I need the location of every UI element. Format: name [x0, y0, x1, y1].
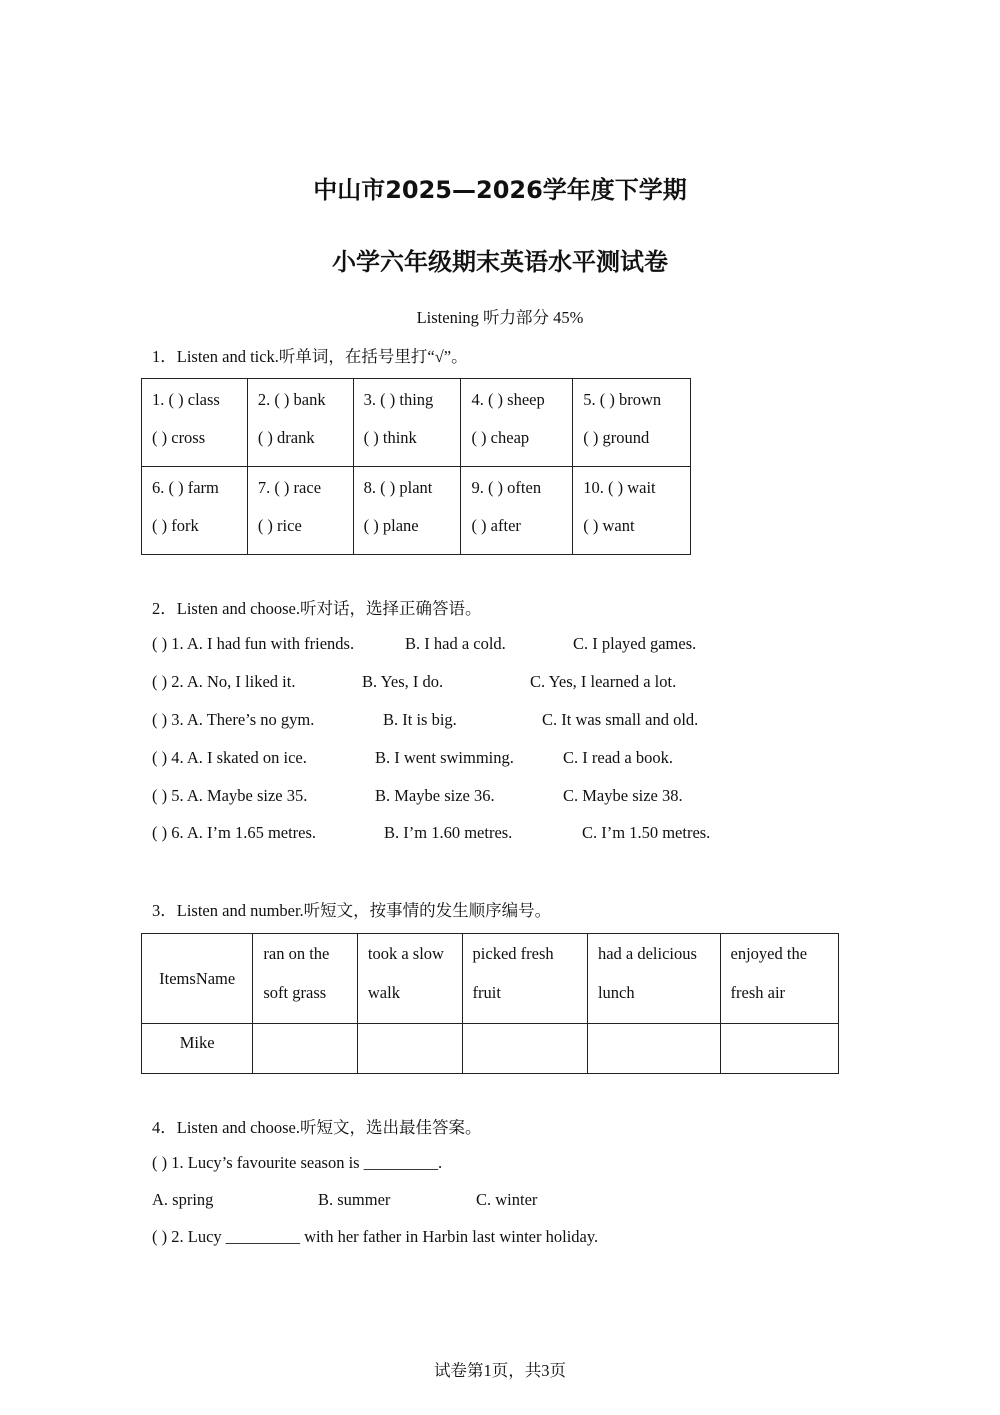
- section1-heading: 1．Listen and tick.听单词，在括号里打“√”。: [152, 347, 468, 366]
- name-cell: [142, 1024, 253, 1074]
- table-row: [142, 934, 839, 1024]
- option-b: B. Maybe size 36.: [375, 786, 495, 805]
- word-option: 9. ( ) often: [471, 478, 542, 497]
- word-option: ( ) cross: [152, 428, 206, 447]
- event-label: lunch: [597, 983, 635, 1002]
- answer-cell[interactable]: [587, 1024, 720, 1074]
- word-option: 4. ( ) sheep: [471, 390, 545, 409]
- word-pair-cell: [573, 467, 691, 555]
- section3-heading: 3．Listen and number.听短文，按事情的发生顺序编号。: [152, 901, 552, 920]
- option-a: A. spring: [152, 1190, 214, 1209]
- header-cell: [720, 934, 838, 1024]
- header-cell: [462, 934, 587, 1024]
- event-label: ran on the: [263, 944, 330, 963]
- header-cell: [253, 934, 358, 1024]
- event-label: enjoyed the: [730, 944, 808, 963]
- event-label: fresh air: [730, 983, 786, 1002]
- option-c: C. Maybe size 38.: [563, 786, 683, 805]
- question-text: ( ) 6. A. I’m 1.65 metres.: [152, 823, 317, 842]
- section3-table: [141, 933, 839, 1074]
- event-label: took a slow: [367, 944, 444, 963]
- option-c: C. I read a book.: [563, 748, 673, 767]
- word-pair-cell: [353, 379, 461, 467]
- question-text: ( ) 5. A. Maybe size 35.: [152, 786, 308, 805]
- question-text: ( ) 1. Lucy’s favourite season is _________.: [152, 1153, 443, 1172]
- word-pair-cell: [142, 379, 248, 467]
- option-b: B. It is big.: [383, 710, 457, 729]
- word-option: 5. ( ) brown: [583, 390, 662, 409]
- question-row: [152, 634, 354, 654]
- event-label: had a delicious: [597, 944, 697, 963]
- option-c: C. Yes, I learned a lot.: [530, 672, 677, 691]
- table-row: [142, 379, 691, 467]
- items-name-label: ItemsName: [159, 968, 236, 988]
- event-label: picked fresh: [472, 944, 554, 963]
- word-option: 1. ( ) class: [152, 390, 220, 409]
- word-option: ( ) plane: [363, 516, 419, 535]
- word-pair-cell: [461, 379, 573, 467]
- page-footer: 试卷第1页，共3页: [434, 1361, 566, 1380]
- question-row: [152, 710, 314, 730]
- word-option: 8. ( ) plant: [363, 478, 433, 497]
- table-row: [142, 467, 691, 555]
- word-pair-cell: [461, 467, 573, 555]
- header-cell: [587, 934, 720, 1024]
- word-option: ( ) ground: [583, 428, 650, 447]
- option-b: B. Yes, I do.: [362, 672, 444, 691]
- option-c: C. I played games.: [573, 634, 697, 653]
- word-pair-cell: [142, 467, 248, 555]
- word-option: ( ) want: [583, 516, 635, 535]
- word-option: 6. ( ) farm: [152, 478, 219, 497]
- word-pair-cell: [353, 467, 461, 555]
- listening-header: Listening 听力部分 45%: [416, 308, 584, 327]
- word-option: 3. ( ) thing: [363, 390, 434, 409]
- section2-heading: 2．Listen and choose.听对话，选择正确答语。: [152, 599, 482, 618]
- option-c: C. winter: [476, 1190, 538, 1209]
- word-pair-cell: [247, 379, 353, 467]
- question-row: [152, 823, 316, 843]
- question-text: ( ) 4. A. I skated on ice.: [152, 748, 307, 767]
- header-cell: [142, 934, 253, 1024]
- word-option: ( ) after: [471, 516, 521, 535]
- word-pair-cell: [573, 379, 691, 467]
- word-option: 7. ( ) race: [257, 478, 322, 497]
- option-b: B. summer: [318, 1190, 391, 1209]
- word-option: 10. ( ) wait: [583, 478, 656, 497]
- word-option: ( ) drank: [257, 428, 315, 447]
- event-label: soft grass: [263, 983, 327, 1002]
- section4-heading: 4．Listen and choose.听短文，选出最佳答案。: [152, 1118, 482, 1137]
- answer-cell[interactable]: [357, 1024, 462, 1074]
- word-option: ( ) fork: [152, 516, 199, 535]
- option-b: B. I’m 1.60 metres.: [384, 823, 513, 842]
- event-label: walk: [367, 983, 400, 1002]
- question-row: [152, 786, 307, 806]
- word-pair-cell: [247, 467, 353, 555]
- answer-cell[interactable]: [720, 1024, 838, 1074]
- word-option: ( ) rice: [257, 516, 302, 535]
- option-b: B. I went swimming.: [375, 748, 514, 767]
- table-row: [142, 1024, 839, 1074]
- word-option: ( ) cheap: [471, 428, 530, 447]
- answer-cell[interactable]: [253, 1024, 358, 1074]
- student-name: Mike: [179, 1033, 215, 1052]
- exam-title-line2: 小学六年级期末英语水平测试卷: [332, 248, 668, 276]
- question-text: ( ) 2. A. No, I liked it.: [152, 672, 296, 691]
- question-row: [152, 748, 307, 768]
- exam-title-line1: 中山市2025—2026学年度下学期: [313, 176, 687, 204]
- question-row: [152, 672, 295, 692]
- option-c: C. It was small and old.: [542, 710, 699, 729]
- header-cell: [357, 934, 462, 1024]
- answer-cell[interactable]: [462, 1024, 587, 1074]
- question-text: ( ) 2. Lucy _________ with her father in Harbin last winter holiday.: [152, 1227, 599, 1246]
- question-text: ( ) 1. A. I had fun with friends.: [152, 634, 355, 653]
- word-option: ( ) think: [363, 428, 417, 447]
- section1-table: [141, 378, 691, 555]
- option-c: C. I’m 1.50 metres.: [582, 823, 711, 842]
- event-label: fruit: [472, 983, 501, 1002]
- option-b: B. I had a cold.: [405, 634, 506, 653]
- question-text: ( ) 3. A. There’s no gym.: [152, 710, 315, 729]
- word-option: 2. ( ) bank: [257, 390, 326, 409]
